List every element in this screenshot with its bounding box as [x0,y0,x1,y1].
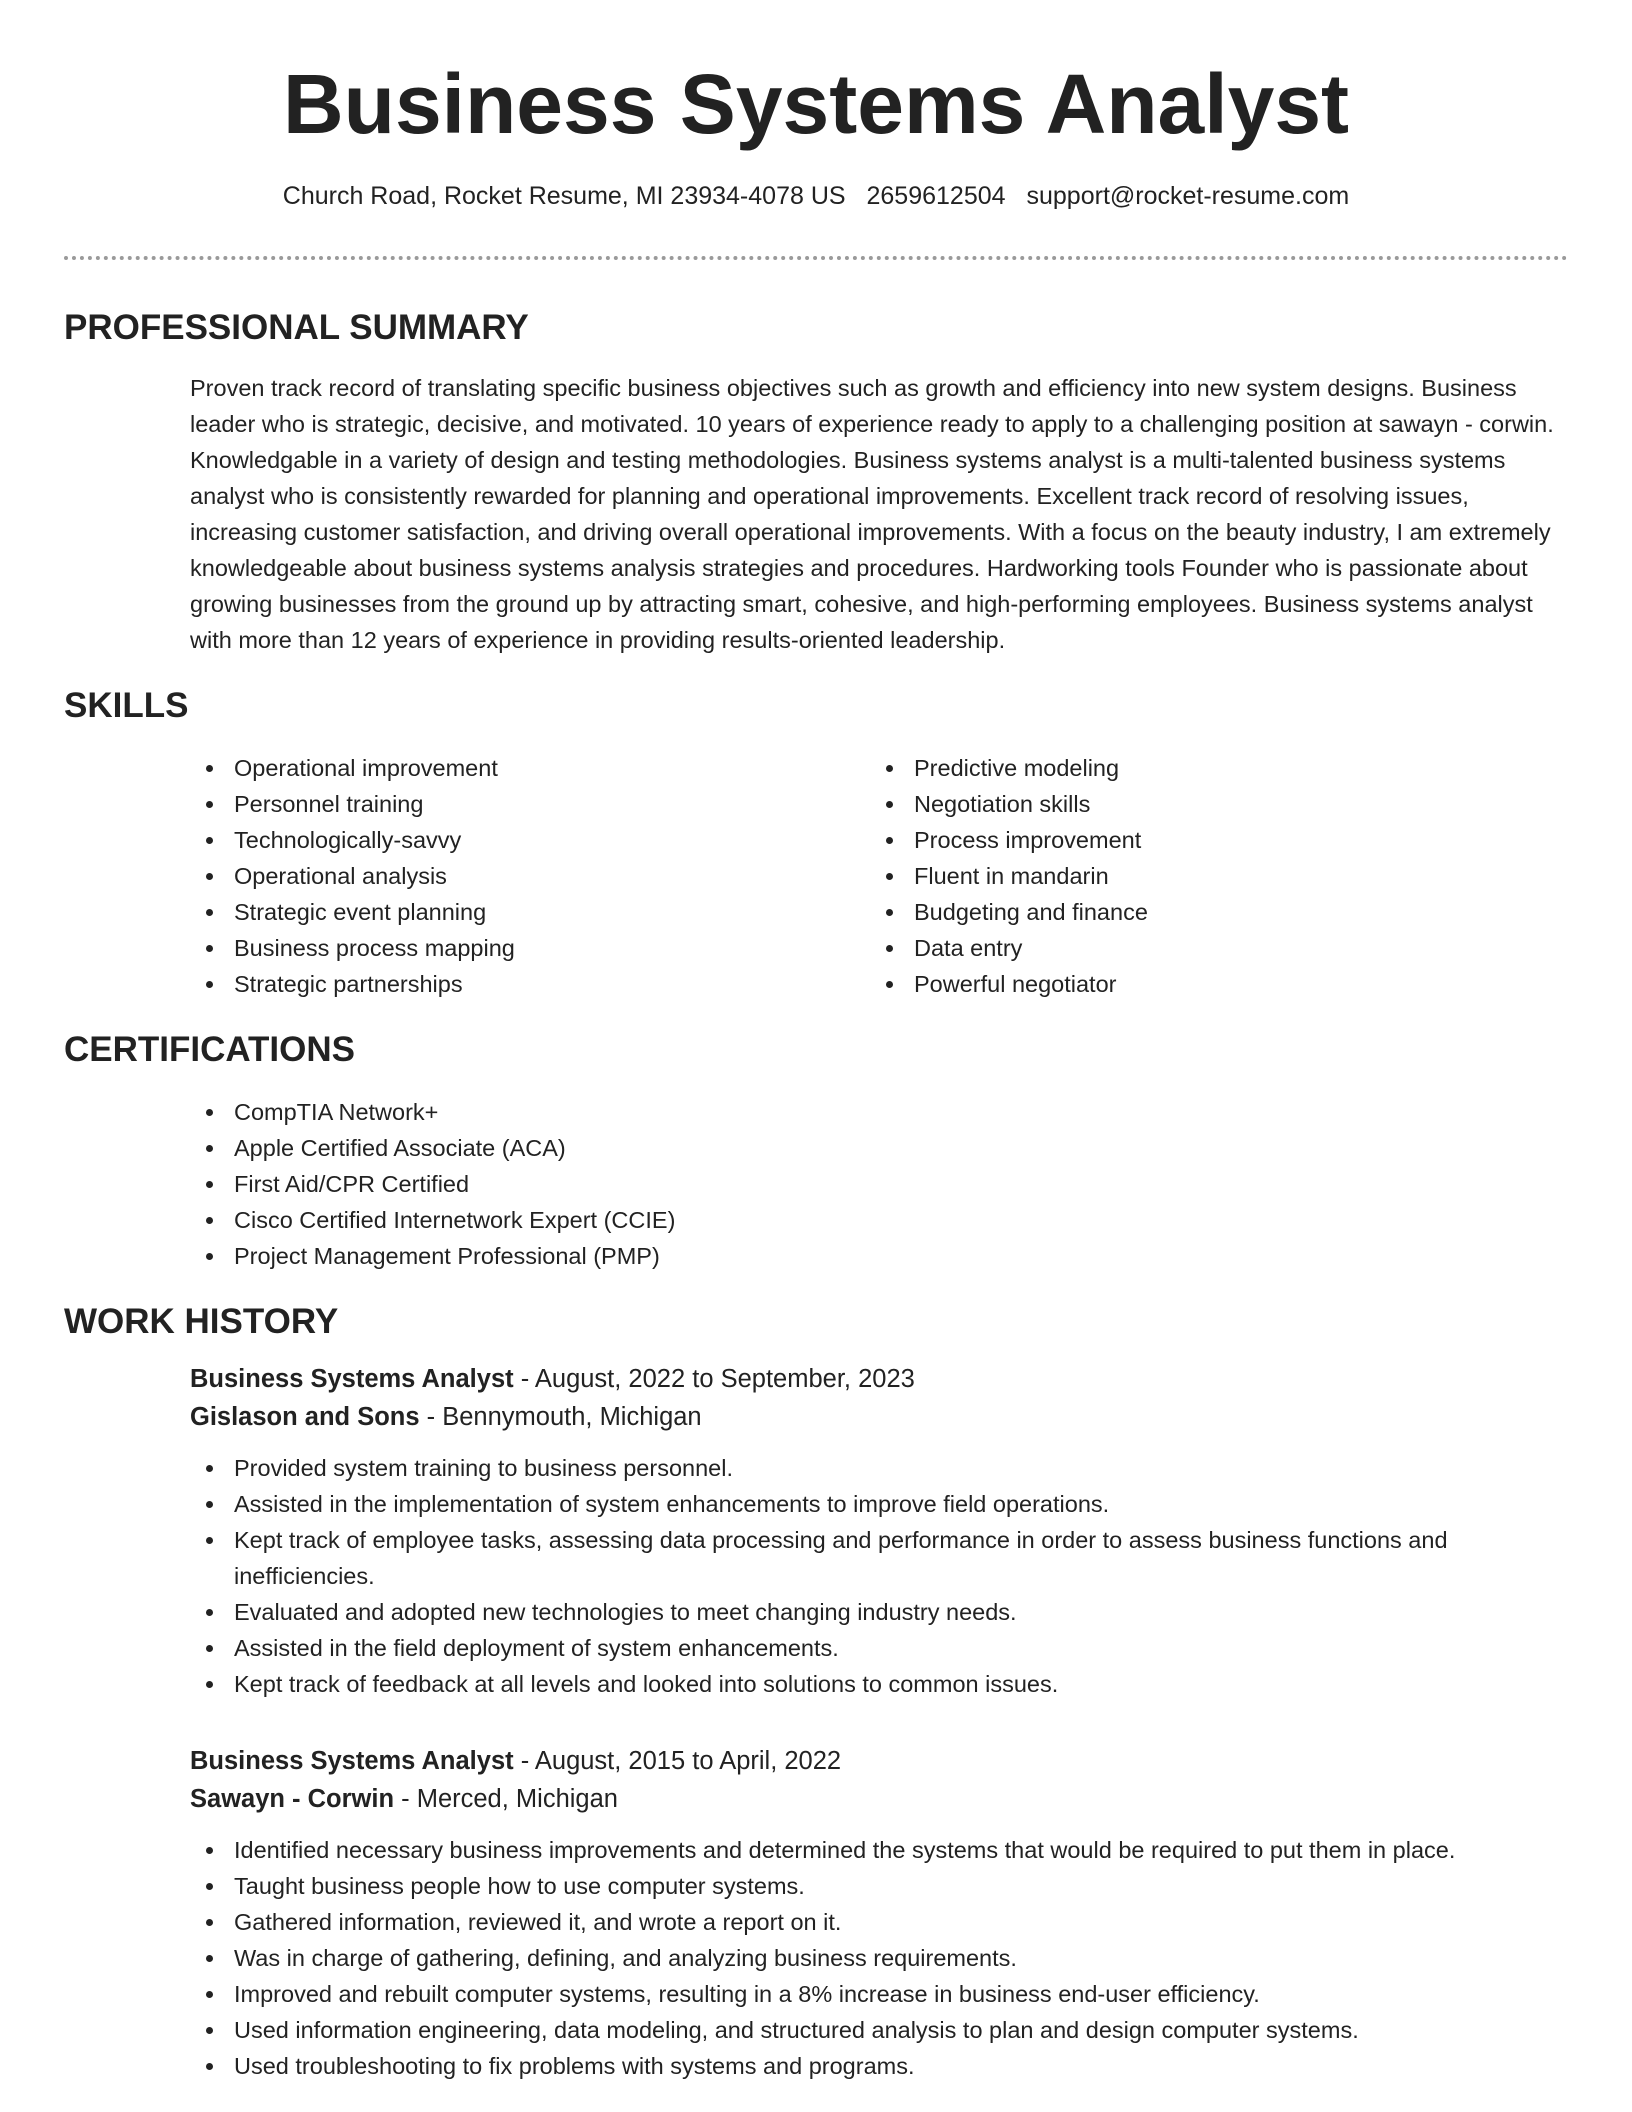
job-company-line [190,1398,1568,1436]
job-bullet: Gathered information, reviewed it, and wrote a report on it. [190,1904,1568,1940]
certifications-heading: CERTIFICATIONS [64,1030,356,1069]
job-bullet: Taught business people how to use computer systems. [190,1868,1568,1904]
certifications-list [190,1094,1568,1274]
skill-item: Personnel training [190,786,870,822]
skills-grid [190,750,1568,1002]
skill-item: Budgeting and finance [870,894,1550,930]
job-bullet: Assisted in the implementation of system enhancements to improve field operations. [190,1486,1568,1522]
skills-heading: SKILLS [64,686,189,725]
job-bullet: Provided system training to business personnel. [190,1450,1568,1486]
job-bullet: Used troubleshooting to fix problems with systems and programs. [190,2048,1568,2084]
job-bullet: Assisted in the field deployment of system enhancements. [190,1630,1568,1666]
job-bullet-list [190,1832,1568,2084]
certification-item: Apple Certified Associate (ACA) [190,1130,1568,1166]
skill-item: Operational analysis [190,858,870,894]
job-role: Business Systems Analyst [190,1365,514,1393]
job-location: - Bennymouth, Michigan [419,1403,702,1431]
job-dates: - August, 2015 to April, 2022 [513,1747,842,1775]
job-company: Gislason and Sons [190,1403,420,1431]
skill-item: Business process mapping [190,930,870,966]
job-bullet: Kept track of employee tasks, assessing data processing and performance in order to assess business functions and inefficiencies. [190,1522,1568,1594]
skill-item: Technologically-savvy [190,822,870,858]
job-bullet: Identified necessary business improvements and determined the systems that would be required to put them in place. [190,1832,1568,1868]
skills-column-left [190,750,870,1002]
job-company: Sawayn - Corwin [190,1785,395,1813]
skill-item: Predictive modeling [870,750,1550,786]
skill-item: Negotiation skills [870,786,1550,822]
job-role: Business Systems Analyst [190,1747,514,1775]
job-bullet: Was in charge of gathering, defining, and analyzing business requirements. [190,1940,1568,1976]
header-divider [64,256,1568,260]
contact-line [64,180,1568,212]
resume-title: Business Systems Analyst [282,57,1350,151]
skill-item: Strategic partnerships [190,966,870,1002]
skill-item: Powerful negotiator [870,966,1550,1002]
job-bullet: Kept track of feedback at all levels and looked into solutions to common issues. [190,1666,1568,1702]
certification-item: CompTIA Network+ [190,1094,1568,1130]
certification-item: First Aid/CPR Certified [190,1166,1568,1202]
job-role-line [190,1360,1568,1398]
job-entry [190,1360,1568,1702]
work-history-heading: WORK HISTORY [64,1302,339,1341]
job-bullet: Improved and rebuilt computer systems, resulting in a 8% increase in business end-user efficiency. [190,1976,1568,2012]
job-role-line [190,1742,1568,1780]
summary-text: Proven track record of translating specific business objectives such as growth and efficiency into new system designs. Business leader who is strategic, decisive, and motivated. 10 years of experience ready to apply to a challenging position at sawayn - corwin. Knowledgable in a variety of design and testing methodologies. Business systems analyst is a multi-talented business systems analyst who is consistently rewarded for planning and operational improvements. Excellent track record of resolving issues, increasing customer satisfaction, and driving overall operational improvements. With a focus on the beauty industry, I am extremely knowledgeable about business systems analysis strategies and procedures. Hardworking tools Founder who is passionate about growing businesses from the ground up by attracting smart, cohesive, and high-performing employees. Business systems analyst with more than 12 years of experience in providing results-oriented leadership. [190,375,1554,653]
summary-heading: PROFESSIONAL SUMMARY [64,308,529,347]
skill-item: Strategic event planning [190,894,870,930]
job-bullet-list [190,1450,1568,1702]
job-bullet: Used information engineering, data modeling, and structured analysis to plan and design computer systems. [190,2012,1568,2048]
certification-item: Cisco Certified Internetwork Expert (CCIE) [190,1202,1568,1238]
skill-item: Operational improvement [190,750,870,786]
contact-phone: 2659612504 [866,182,1006,210]
skill-item: Fluent in mandarin [870,858,1550,894]
skills-column-right [870,750,1550,1002]
job-bullet: Evaluated and adopted new technologies to meet changing industry needs. [190,1594,1568,1630]
job-dates: - August, 2022 to September, 2023 [513,1365,915,1393]
job-location: - Merced, Michigan [394,1785,618,1813]
contact-email: support@rocket-resume.com [1026,182,1350,210]
certification-item: Project Management Professional (PMP) [190,1238,1568,1274]
contact-address: Church Road, Rocket Resume, MI 23934-4078 US [282,182,846,210]
job-company-line [190,1780,1568,1818]
skill-item: Process improvement [870,822,1550,858]
job-entry [190,1742,1568,2084]
skill-item: Data entry [870,930,1550,966]
